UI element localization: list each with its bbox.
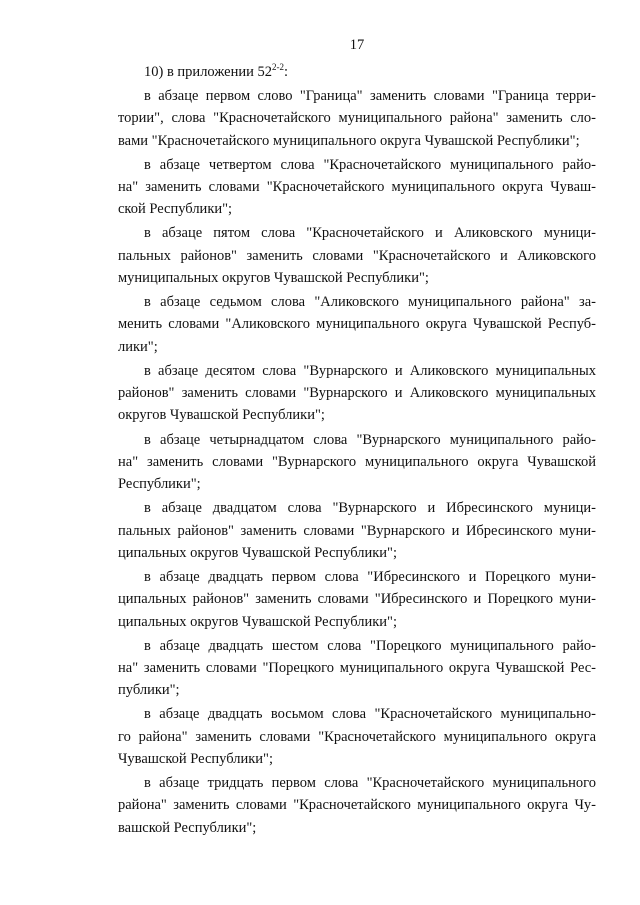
text-line: публики"; — [118, 682, 180, 699]
text-line: в абзаце десятом слова "Вурнарского и Аликовского муниципальных — [144, 362, 596, 379]
text-line: пальных районов" заменить словами "Вурнарского и Ибресинского муни- — [118, 522, 596, 539]
intro-line — [118, 61, 596, 83]
text-line: в абзаце четырнадцатом слова "Вурнарского муниципального райо- — [144, 431, 596, 448]
text-line: в абзаце седьмом слова "Аликовского муниципального района" за- — [144, 294, 596, 311]
page-number: 17 — [349, 37, 365, 53]
text-line: в абзаце пятом слова "Красночетайского и Аликовского муници- — [144, 225, 596, 242]
amendment-paragraph — [118, 703, 596, 770]
text-line: пальных районов" заменить словами "Красночетайского и Аликовского — [118, 247, 596, 264]
text-line: района" заменить словами "Красночетайского муниципального округа Чу- — [118, 797, 596, 814]
amendment-paragraph — [118, 566, 596, 633]
intro-paragraph — [118, 61, 596, 83]
text-line: в абзаце четвертом слова "Красночетайского муниципального райо- — [144, 156, 596, 173]
intro-colon: : — [284, 64, 289, 80]
text-line: на" заменить словами "Вурнарского муниципального округа Чувашской — [118, 453, 596, 470]
intro-text: 10) в приложении 52 — [144, 64, 272, 80]
text-line: Республики"; — [118, 476, 201, 493]
text-line: вами "Красночетайского муниципального округа Чувашской Республики"; — [118, 132, 580, 149]
amendment-paragraph — [118, 85, 596, 152]
text-line: ципальных районов" заменить словами "Ибресинского и Порецкого муни- — [118, 591, 596, 608]
text-line: лики"; — [118, 338, 158, 355]
document-body — [118, 61, 596, 839]
text-line: в абзаце двадцать первом слова "Ибресинского и Порецкого муни- — [144, 568, 596, 585]
text-line: в абзаце двадцать шестом слова "Порецкого муниципального райо- — [144, 637, 596, 654]
amendment-paragraph — [118, 291, 596, 358]
text-line: в абзаце тридцать первом слова "Красночетайского муниципального — [144, 774, 596, 791]
text-line: районов" заменить словами "Вурнарского и Аликовского муниципальных — [118, 385, 596, 402]
text-line: менить словами "Аликовского муниципального округа Чувашской Респуб- — [118, 316, 596, 333]
text-line: ской Республики"; — [118, 201, 233, 218]
text-line: тории", слова "Красночетайского муниципального района" заменить сло- — [118, 110, 596, 127]
text-line: го района" заменить словами "Красночетайского муниципального округа — [118, 728, 596, 745]
text-line: на" заменить словами "Красночетайского муниципального округа Чуваш- — [118, 179, 596, 196]
amendment-paragraph — [118, 360, 596, 427]
text-line: округов Чувашской Республики"; — [118, 407, 325, 424]
amendment-paragraph — [118, 429, 596, 496]
text-line: ципальных округов Чувашской Республики"; — [118, 613, 397, 630]
text-line: вашской Республики"; — [118, 819, 257, 836]
amendment-paragraph — [118, 222, 596, 289]
text-line: в абзаце первом слово "Граница" заменить словами "Граница терри- — [144, 88, 596, 105]
text-line: Чувашской Республики"; — [118, 750, 273, 767]
amendment-paragraph — [118, 635, 596, 702]
amendment-paragraph — [118, 497, 596, 564]
text-line: муниципальных округов Чувашской Республики"; — [118, 270, 429, 287]
intro-superscript: 2-2 — [272, 62, 284, 72]
amendment-paragraph — [118, 154, 596, 221]
amendment-paragraph — [118, 772, 596, 839]
text-line: в абзаце двадцатом слова "Вурнарского и Ибресинского муници- — [144, 500, 596, 517]
text-line: на" заменить словами "Порецкого муниципального округа Чувашской Рес- — [118, 659, 596, 676]
text-line: ципальных округов Чувашской Республики"; — [118, 544, 397, 561]
text-line: в абзаце двадцать восьмом слова "Красночетайского муниципально- — [144, 706, 596, 723]
